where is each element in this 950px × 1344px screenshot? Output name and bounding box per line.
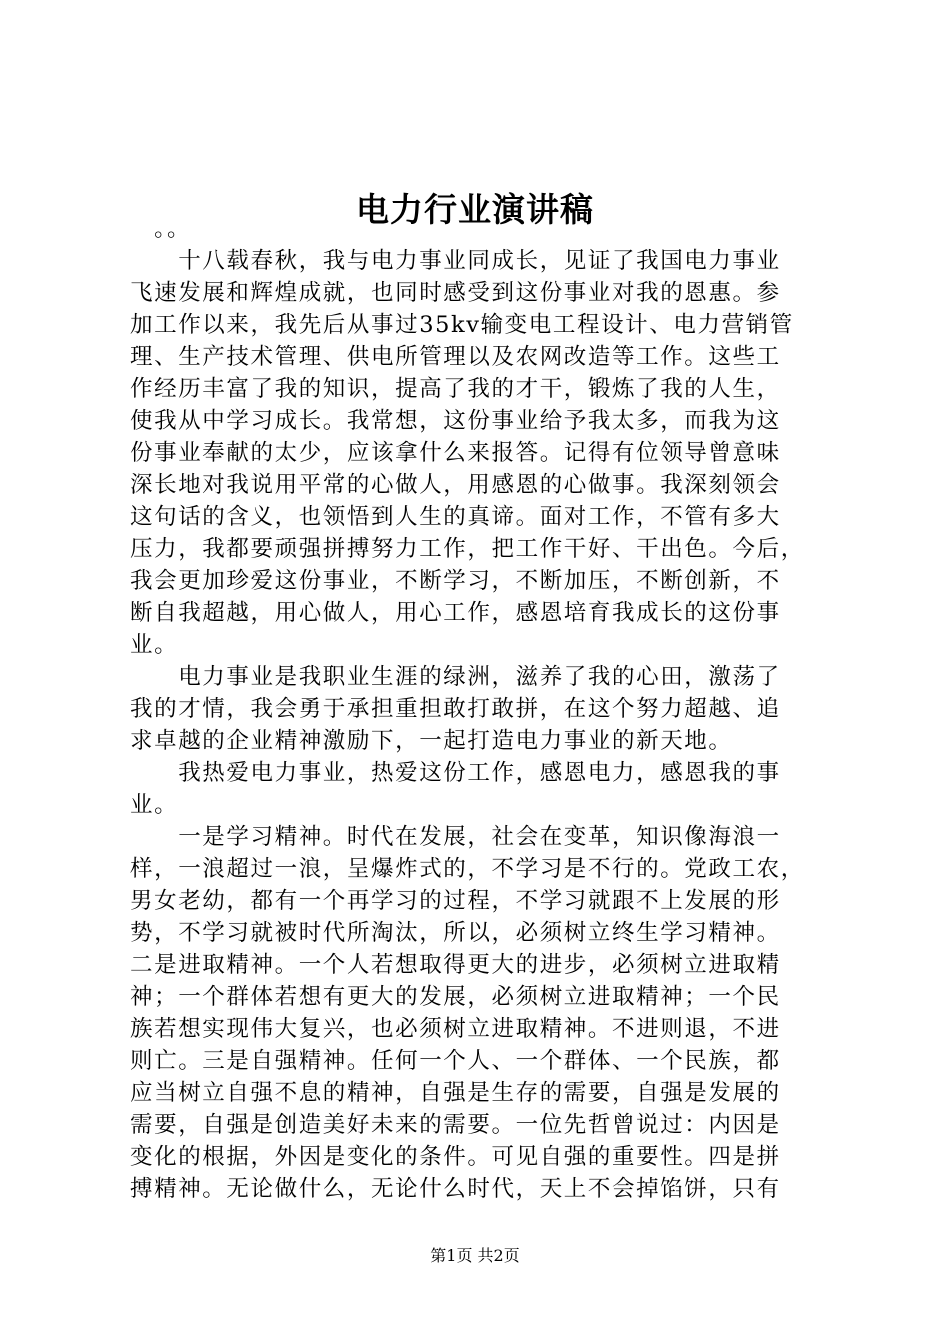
paragraph-2: 电力事业是我职业生涯的绿洲，滋养了我的心田，激荡了 我的才情，我会勇于承担重担敢打敢拼，在这个努力超越、追 求卓越的企业精神激励下，一起打造电力事业的新天地。: [130, 664, 781, 754]
paragraph-4: 一是学习精神。时代在发展，社会在变革，知识像海浪一 样，一浪超过一浪，呈爆炸式的，不学习是不行的。党政工农， 男女老幼，都有一个再学习的过程，不学习就跟不上发展的形 势，不学习就被时代所淘汰，所以，必须树立终生学习精神。 二是进取精神。一个人若想取得更大的进步，必须树立进取精 神；一个群体若想有更大的发展，必须树立进取精神；一个民 族若想实现伟大复兴，也必须树立进取精神。不进则退，不进 则亡。三是自强精神。任何一个人、一个群体、一个民族，都 应当树立自强不息的精神，自强是生存的需要，自强是发展的 需要，自强是创造美好未来的需要。一位先哲曾说过：内因是 变化的根据，外因是变化的条件。可见自强的重要性。四是拼 搏精神。无论做什么，无论什么时代，天上不会掉馅饼，只有: [130, 824, 805, 1202]
document-title: 电力行业演讲稿: [356, 190, 594, 229]
paragraph-3: 我热爱电力事业，热爱这份工作，感恩电力，感恩我的事 业。: [130, 760, 781, 818]
paragraph-1: 十八载春秋，我与电力事业同成长，见证了我国电力事业 飞速发展和辉煌成就，也同时感受到这份事业对我的恩惠。参 加工作以来，我先后从事过35kv输变电工程设计、电力营销管 理、生产技术管理、供电所管理以及农网改造等工作。这些工 作经历丰富了我的知识，提高了我的才干，锻炼了我的人生， 使我从中学习成长。我常想，这份事业给予我太多，而我为这 份事业奉献的太少，应该拿什么来报答。记得有位领导曾意味 深长地对我说用平常的心做人，用感恩的心做事。我深刻领会 这句话的含义，也领悟到人生的真谛。面对工作，不管有多大 压力，我都要顽强拼搏努力工作，把工作干好、干出色。今后， 我会更加珍爱这份事业，不断学习，不断加压，不断创新，不 断自我超越，用心做人，用心工作，感恩培育我成长的这份事 业。: [130, 248, 805, 658]
page-number-footer: 第1页 共2页: [430, 1246, 520, 1265]
paragraph-ellipsis: 。。: [130, 216, 192, 242]
document-body: [130, 213, 830, 1205]
